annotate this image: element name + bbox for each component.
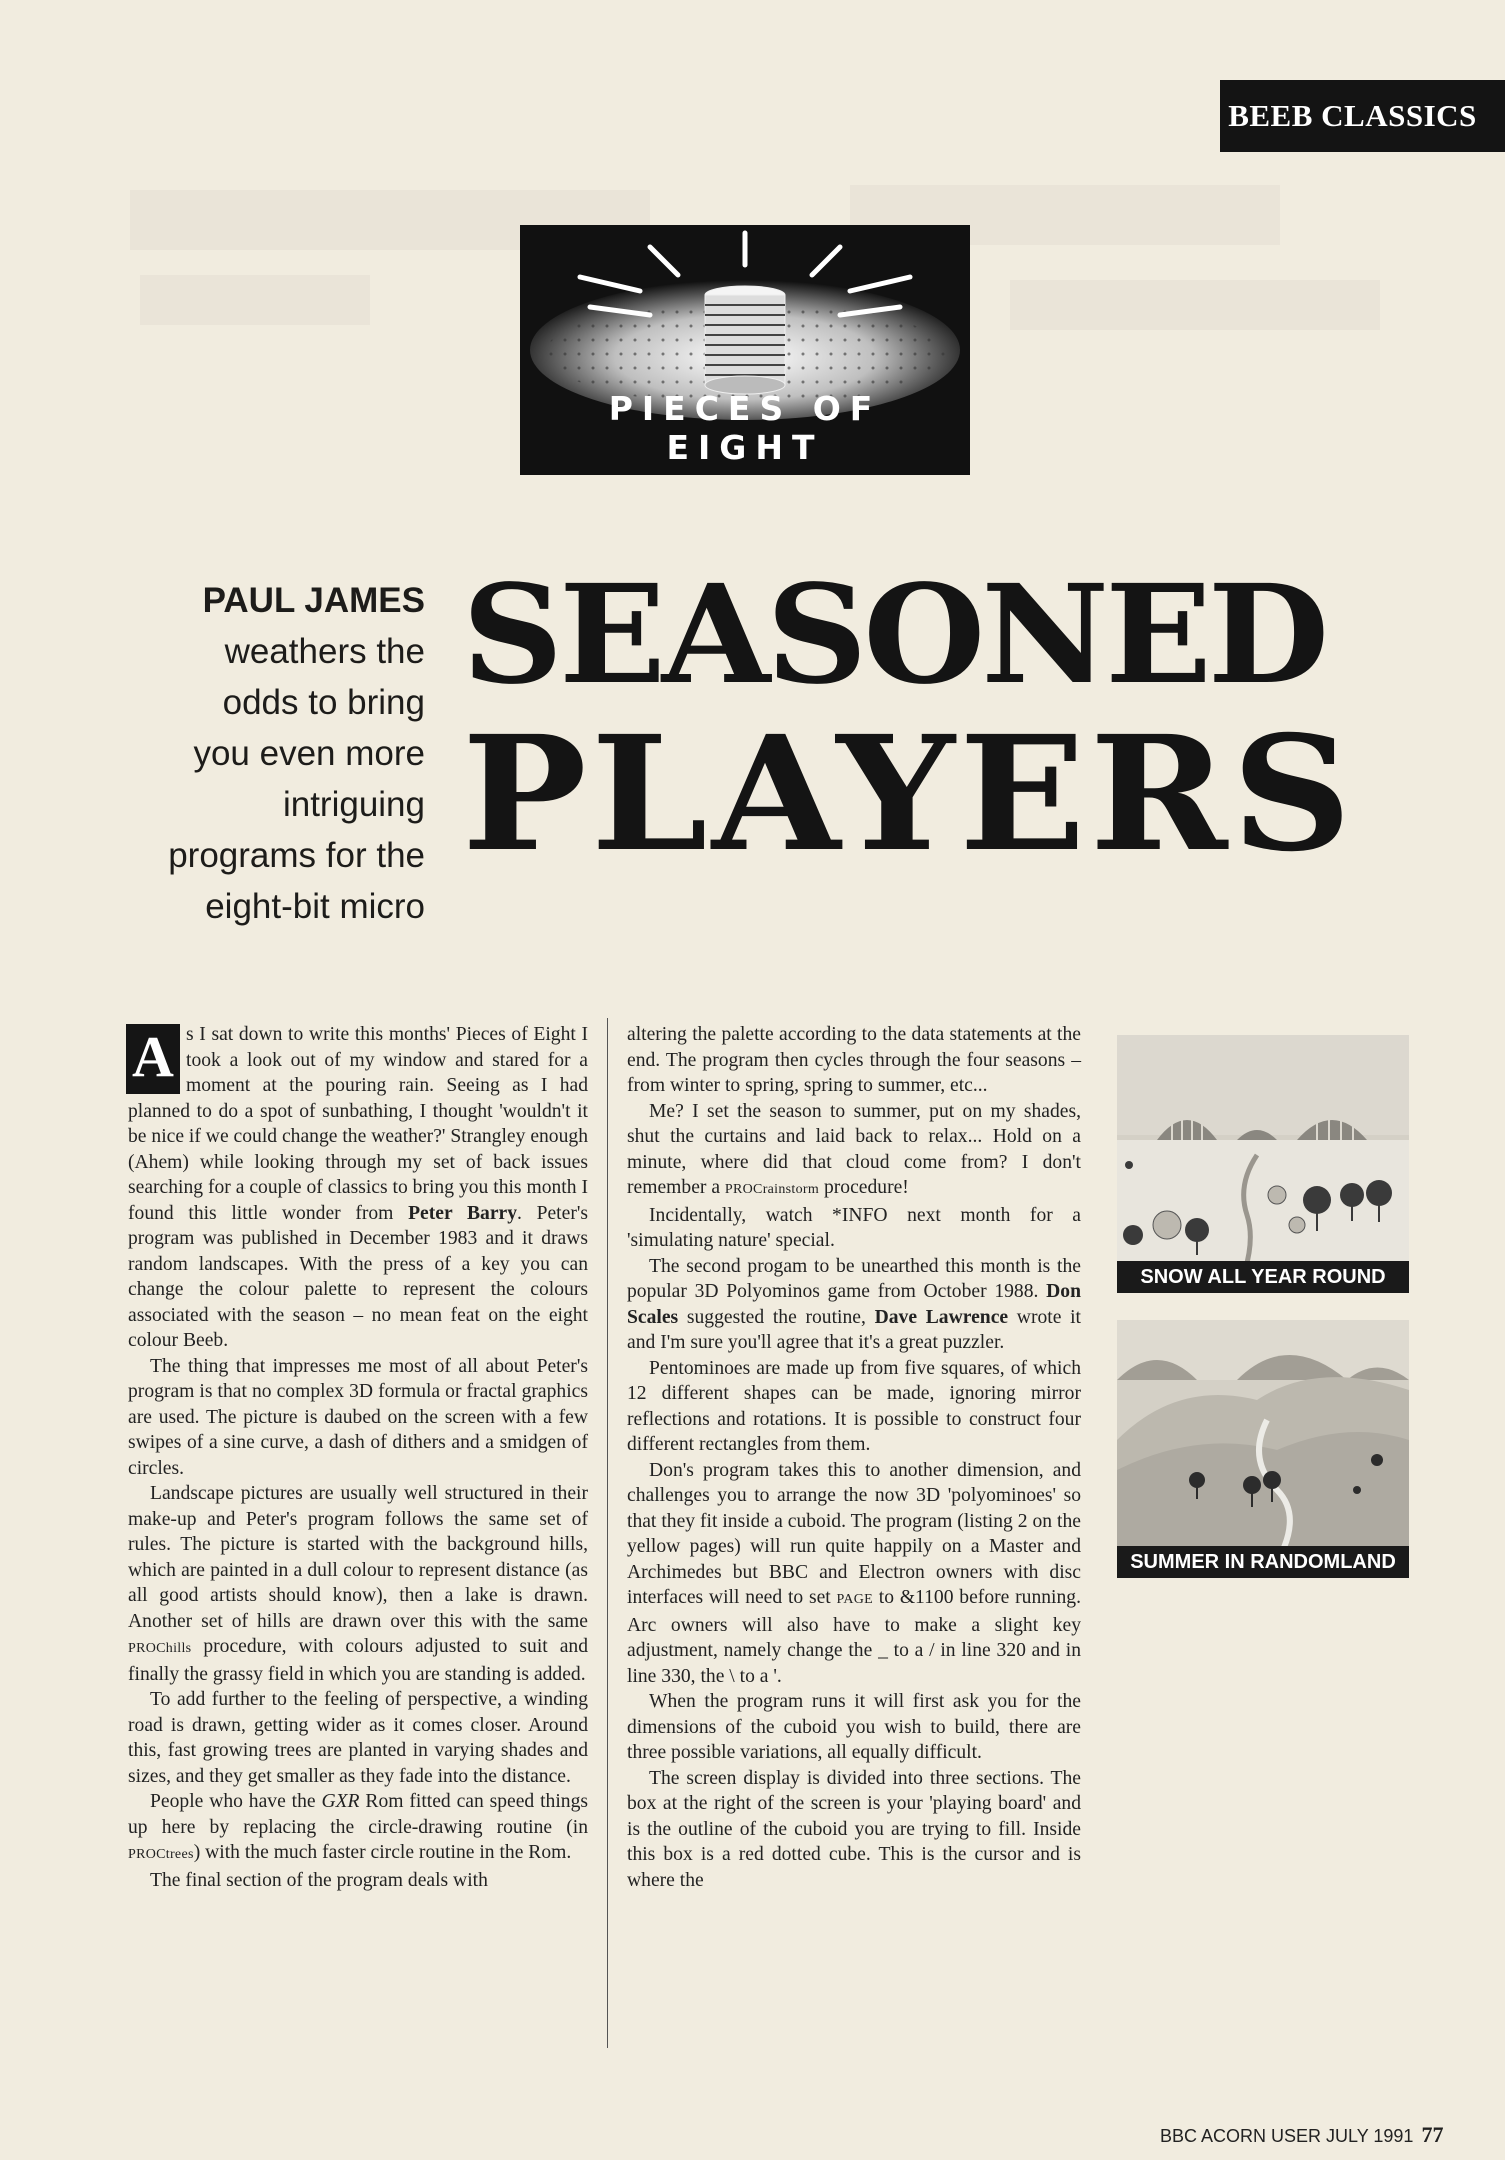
landscape-picture [1117,1035,1409,1293]
paragraph: Don's program takes this to another dimension, and challenges you to arrange the now 3D 'polyominoes' so that they fit inside a cuboid. The program (listing 2 on the yellow pages) will run quite happily on a Master and Archimedes but BBC and Electron owners with disc interfaces will need to set PAGE to &1100 before running. Arc owners will also have to make a slight key adjustment, namely change the _ to a / in line 320 and in line 330, the \ to a '. [627,1459,1081,1687]
paragraph: A s I sat down to write this months' Pieces of Eight I took a look out of my window and stared for a moment at the pouring rain. Seeing as I had planned to do a spot of sunbathing, I thought 'wouldn't it be nice if we could change the weather?' Strangley enough (Ahem) while looking through my set of back issues searching for a couple of classics to bring you this month I found this little wonder from Peter Barry. Peter's program was published in December 1983 and it draws random landscapes. With the press of a key you can change the colour palette to represent the colours associated with the season – no mean feat on the eight colour Beeb. [128,1024,589,1351]
author-name: PAUL JAMES [202,581,425,620]
headline-line-1: SEASONED [462,555,1326,715]
column-2 [627,1022,1081,1893]
screenshot-caption: SNOW ALL YEAR ROUND [1117,1261,1409,1293]
pieces-of-eight-logo [520,225,970,475]
page-number: 77 [1421,2122,1444,2147]
paragraph: The thing that impresses me most of all about Peter's program is that no complex 3D formula or fractal graphics are used. The picture is daubed on the screen with a few swipes of a sine curve, a dash of dithers and a smidgen of circles. [128,1355,588,1479]
logo-caption: PIECES OF EIGHT [608,389,882,467]
paragraph: Landscape pictures are usually well structured in their make-up and Peter's program follows the same set of rules. The picture is started with the background hills, which are painted in a dull colour to represent distance (as all good artists should know), then a lake is drawn. Another set of hills are drawn over this with the same PROChills procedure, with colours adjusted to suit and finally the grassy field in which you are standing is added. [128,1483,588,1685]
section-tab-label: BEEB CLASSICS [1228,98,1477,133]
standfirst-line: weathers the [224,632,425,671]
standfirst-line: you even more [193,734,425,773]
column-divider [607,1018,608,2048]
page-footer [1160,2122,1443,2148]
paragraph: Pentominoes are made up from five squares, of which 12 different shapes can be made, ignoring mirror reflections and rotations. It is possible to construct four different rectangles from them. [627,1357,1081,1455]
headline-line-2: PLAYERS [462,702,1356,887]
publication-name: BBC ACORN USER JULY 1991 [1160,2126,1414,2146]
paragraph: Incidentally, watch *INFO next month for a 'simulating nature' special. [627,1204,1081,1251]
column-1 [128,1022,588,1893]
drop-cap: A [126,1024,180,1094]
standfirst-line: programs for the [168,836,425,875]
paragraph: To add further to the feeling of perspective, a winding road is drawn, getting wider as it comes closer. Around this, fast growing trees are planted in varying shades and sizes, and they get smaller as they fade into the distance. [128,1689,588,1787]
paragraph: altering the palette according to the data statements at the end. The program then cycles through the four seasons – from winter to spring, spring to summer, etc... [627,1024,1081,1096]
landscape-picture [1117,1320,1409,1578]
paragraph: The final section of the program deals with [150,1869,488,1891]
paragraph: The screen display is divided into three sections. The box at the right of the screen is your 'playing board' and is the outline of the cuboid you are trying to fill. Inside this box is a red dotted cube. This is the cursor and is where the [627,1767,1081,1891]
paragraph: The second progam to be unearthed this month is the popular 3D Polyominos game from October 1988. Don Scales suggested the routine, Dave Lawrence wrote it and I'm sure you'll agree that it's a great puzzler. [627,1255,1082,1353]
screenshot-caption: SUMMER IN RANDOMLAND [1117,1546,1409,1578]
standfirst-line: eight-bit micro [205,887,425,926]
screenshot-summer-landscape [1117,1320,1409,1578]
screenshot-winter-landscape [1117,1035,1409,1293]
paragraph: Me? I set the season to summer, put on my shades, shut the curtains and laid back to relax... Hold on a minute, where did that cloud come from? I don't remember a PROCrainstorm procedure! [627,1100,1081,1198]
standfirst-line: intriguing [282,785,425,824]
standfirst [120,575,425,932]
paragraph: When the program runs it will first ask you for the dimensions of the cuboid you wish to build, there are three possible variations, all equally difficult. [627,1691,1081,1763]
section-tab [1220,80,1505,152]
paragraph: People who have the GXR Rom fitted can speed things up here by replacing the circle-drawing routine (in PROCtrees) with the much faster circle routine in the Rom. [128,1791,588,1863]
standfirst-line: odds to bring [222,683,425,722]
article-headline [462,555,1462,887]
